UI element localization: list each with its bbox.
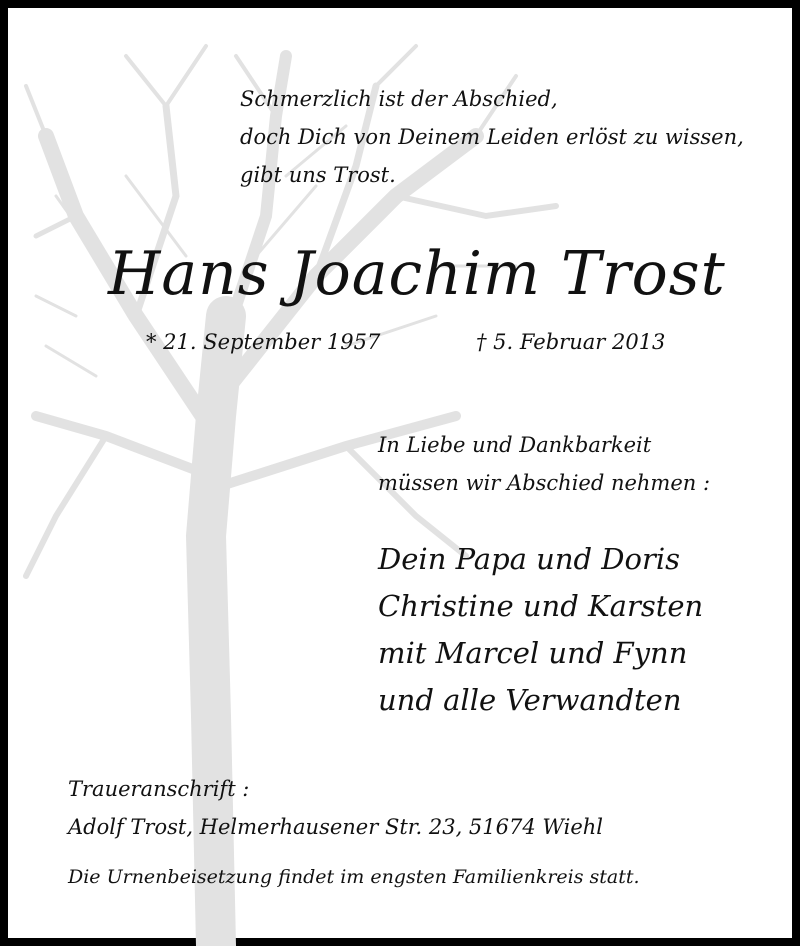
family-line: mit Marcel und Fynn bbox=[378, 636, 688, 670]
birth-date: * 21. September 1957 bbox=[146, 330, 381, 354]
address-value: Adolf Trost, Helmerhausener Str. 23, 51674 Wiehl bbox=[68, 815, 604, 839]
burial-note: Die Urnenbeisetzung findet im engsten Familienkreis statt. bbox=[68, 866, 640, 888]
address-label: Traueranschrift : bbox=[68, 777, 250, 801]
mourning-intro bbox=[378, 426, 710, 502]
mourning-address bbox=[68, 770, 603, 846]
family-list bbox=[378, 536, 703, 724]
family-line: Christine und Karsten bbox=[378, 589, 704, 623]
quote-line: doch Dich von Deinem Leiden erlöst zu wissen, bbox=[240, 125, 744, 149]
intro-line: müssen wir Abschied nehmen : bbox=[378, 471, 711, 495]
quote-line: Schmerzlich ist der Abschied, bbox=[240, 87, 558, 111]
intro-line: In Liebe und Dankbarkeit bbox=[378, 433, 652, 457]
family-line: Dein Papa und Doris bbox=[378, 542, 681, 576]
family-line: und alle Verwandten bbox=[378, 683, 682, 717]
death-date: † 5. Februar 2013 bbox=[476, 330, 666, 354]
quote-line: gibt uns Trost. bbox=[240, 163, 396, 187]
quote-block bbox=[240, 80, 744, 194]
deceased-name: Hans Joachim Trost bbox=[108, 239, 726, 309]
